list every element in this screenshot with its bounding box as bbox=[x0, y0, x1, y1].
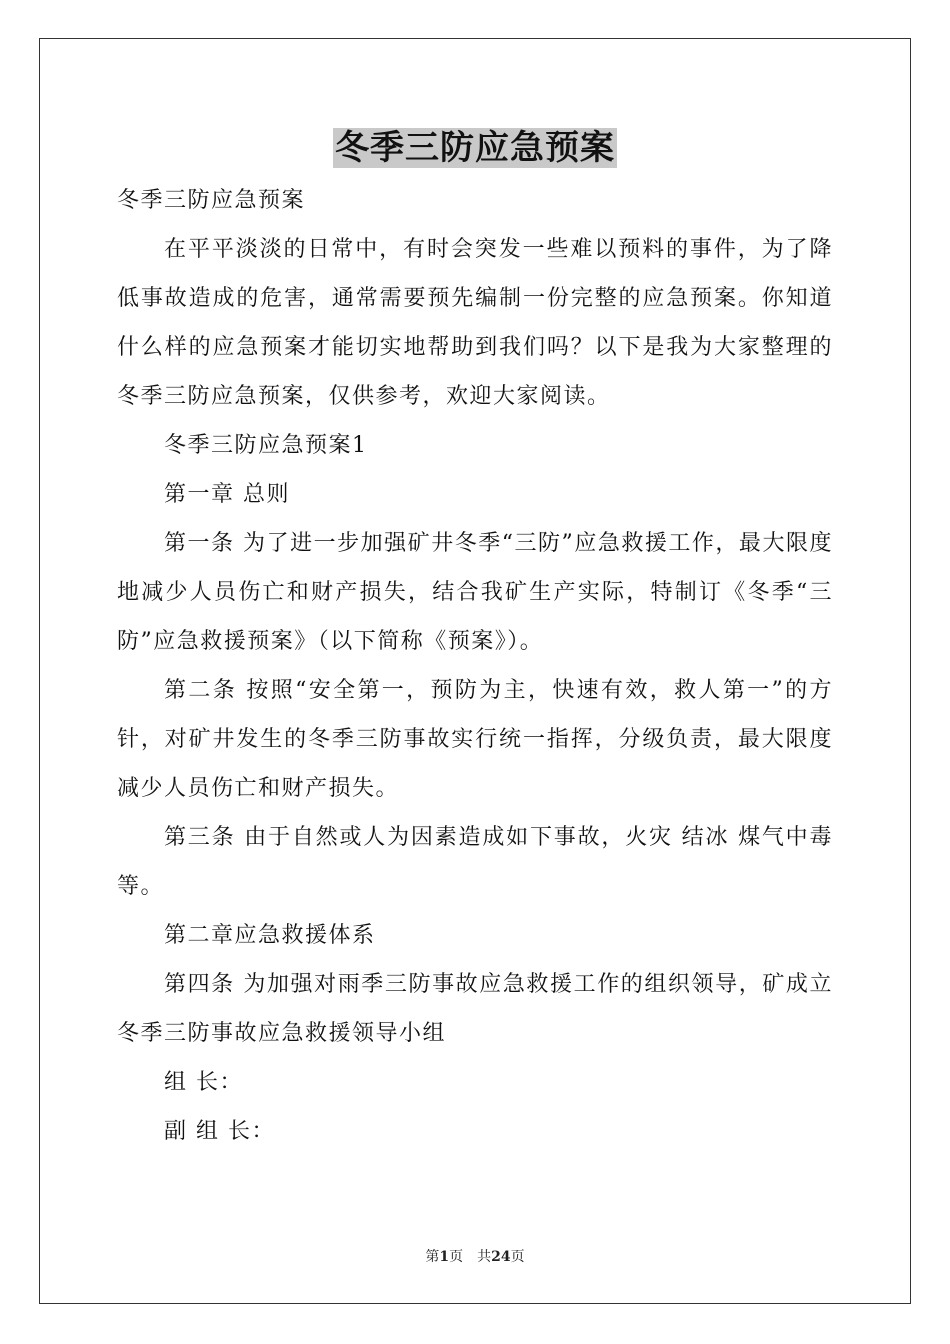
footer-prefix: 第 bbox=[425, 1249, 440, 1265]
footer-suffix: 页 bbox=[510, 1249, 525, 1265]
paragraph-chapter-2: 第二章应急救援体系 bbox=[164, 923, 376, 948]
paragraph-deputy-leader: 副 组 长： bbox=[164, 1119, 275, 1144]
footer-middle: 页 共 bbox=[449, 1249, 492, 1265]
page-footer bbox=[0, 1246, 950, 1266]
footer-page-number: 1 bbox=[439, 1249, 450, 1265]
paragraph-intro: 在平平淡淡的日常中，有时会突发一些难以预料的事件，为了降低事故造成的危害，通常需要预先编制一份完整的应急预案。你知道什么样的应急预案才能切实地帮助到我们吗？以下是我为大家整理的冬季三防应急预案，仅供参考，欢迎大家阅读。 bbox=[117, 237, 833, 409]
paragraph-subtitle: 冬季三防应急预案 bbox=[117, 188, 306, 213]
paragraph-article-1: 第一条 为了进一步加强矿井冬季“三防”应急救援工作，最大限度地减少人员伤亡和财产损失，结合我矿生产实际，特制订《冬季“三防”应急救援预案》（以下简称《预案》）。 bbox=[117, 531, 833, 654]
document-body bbox=[117, 176, 833, 1156]
paragraph-section-heading: 冬季三防应急预案1 bbox=[164, 433, 368, 458]
footer-total-pages: 24 bbox=[491, 1249, 511, 1265]
paragraph-leader: 组 长： bbox=[164, 1070, 243, 1095]
paragraph-article-4: 第四条 为加强对雨季三防事故应急救援工作的组织领导，矿成立冬季三防事故应急救援领导小组 bbox=[117, 972, 833, 1046]
paragraph-article-2: 第二条 按照“安全第一，预防为主，快速有效，救人第一”的方针，对矿井发生的冬季三防事故实行统一指挥，分级负责，最大限度减少人员伤亡和财产损失。 bbox=[117, 678, 833, 801]
document-title: 冬季三防应急预案 bbox=[335, 128, 615, 168]
paragraph-article-3: 第三条 由于自然或人为因素造成如下事故，火灾 结冰 煤气中毒等。 bbox=[117, 825, 833, 899]
title-container bbox=[0, 128, 950, 168]
paragraph-chapter-1: 第一章 总则 bbox=[164, 482, 290, 507]
